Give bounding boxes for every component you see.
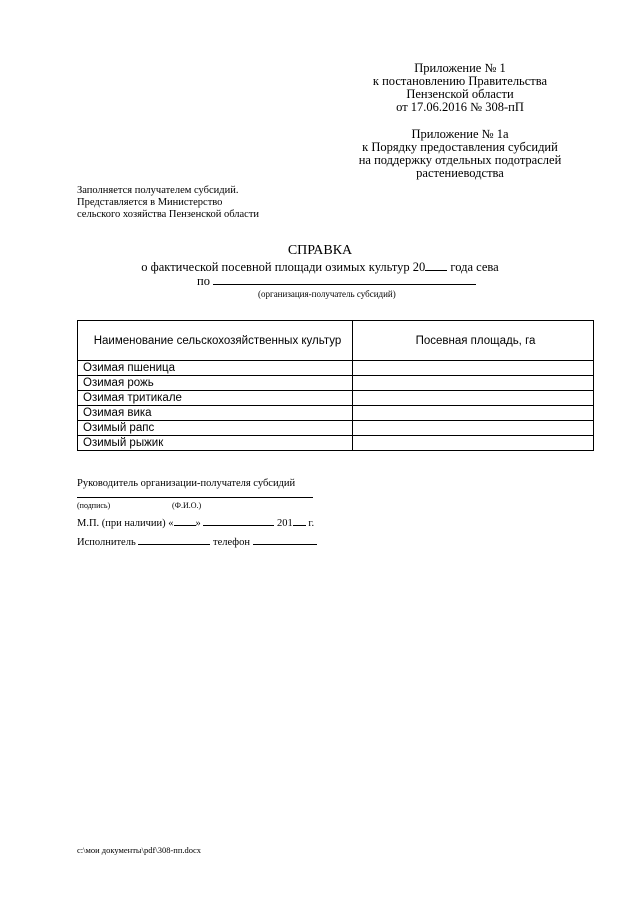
header-crop: Наименование сельскохозяйственных культур <box>78 321 353 361</box>
year-blank[interactable] <box>425 259 447 271</box>
annex-1-title: Приложение № 1 <box>414 61 506 75</box>
org-name-blank[interactable] <box>213 273 476 285</box>
area-cell[interactable] <box>353 376 594 391</box>
annex-1-region: Пензенской области <box>406 87 514 101</box>
year-label: 201 <box>277 518 293 529</box>
name-caption: (Ф.И.О.) <box>172 501 202 510</box>
file-path: c:\мои документы\pdf\308-пп.docx <box>77 845 202 855</box>
head-label: Руководитель организации-получателя субсидий <box>77 478 296 489</box>
year-digit-blank[interactable] <box>293 514 306 526</box>
month-blank[interactable] <box>203 514 274 526</box>
doc-heading: СПРАВКА <box>287 243 353 258</box>
annex-1-ref: к постановлению Правительства <box>372 74 548 88</box>
org-by-label: по <box>197 274 210 288</box>
org-line <box>197 273 476 289</box>
org-caption: (организация-получатель субсидий) <box>258 289 396 299</box>
area-cell[interactable] <box>353 391 594 406</box>
annex-1a-ref: к Порядку предоставления субсидий <box>362 140 558 154</box>
annex-1-date: от 17.06.2016 № 308-пП <box>396 100 524 114</box>
area-cell[interactable] <box>353 421 594 436</box>
table-row <box>78 421 594 436</box>
table-row <box>78 376 594 391</box>
table-row <box>78 406 594 421</box>
executor-label: Исполнитель <box>77 537 136 548</box>
fill-note-line-1: Заполняется получателем субсидий. <box>77 185 239 196</box>
area-cell[interactable] <box>353 406 594 421</box>
annex-1a-ref2: на поддержку отдельных подотраслей <box>358 153 562 167</box>
executor-line <box>77 533 317 548</box>
day-blank[interactable] <box>174 514 196 526</box>
doc-subtitle-prefix: о фактической посевной площади озимых культур 20 <box>141 260 426 274</box>
year-suffix: г. <box>308 518 315 529</box>
crop-name: Озимый рыжик <box>78 436 353 451</box>
stamp-date-line <box>77 514 314 529</box>
fill-note-line-2: Представляется в Министерство <box>77 197 223 208</box>
crop-name: Озимая рожь <box>78 376 353 391</box>
fill-note-line-3: сельского хозяйства Пензенской области <box>77 209 260 220</box>
table-row <box>78 391 594 406</box>
crop-name: Озимая пшеница <box>78 361 353 376</box>
table-header-row <box>78 321 594 361</box>
stamp-label: М.П. (при наличии) « <box>77 518 174 529</box>
crop-name: Озимая вика <box>78 406 353 421</box>
sign-caption: (подпись) <box>77 501 111 510</box>
crop-name: Озимый рапс <box>78 421 353 436</box>
phone-blank[interactable] <box>253 533 317 545</box>
table-row <box>78 436 594 451</box>
phone-label: телефон <box>212 537 250 548</box>
quote-close: » <box>195 518 201 529</box>
area-cell[interactable] <box>353 436 594 451</box>
table-row <box>78 361 594 376</box>
header-area: Посевная площадь, га <box>353 321 594 361</box>
doc-subtitle-suffix: года сева <box>447 260 499 274</box>
signature-line[interactable] <box>77 497 313 498</box>
annex-1a-ref3: растениеводства <box>416 166 504 180</box>
area-cell[interactable] <box>353 361 594 376</box>
crop-name: Озимая тритикале <box>78 391 353 406</box>
crops-table <box>77 320 594 451</box>
executor-blank[interactable] <box>138 533 210 545</box>
annex-1a-title: Приложение № 1а <box>411 127 509 141</box>
